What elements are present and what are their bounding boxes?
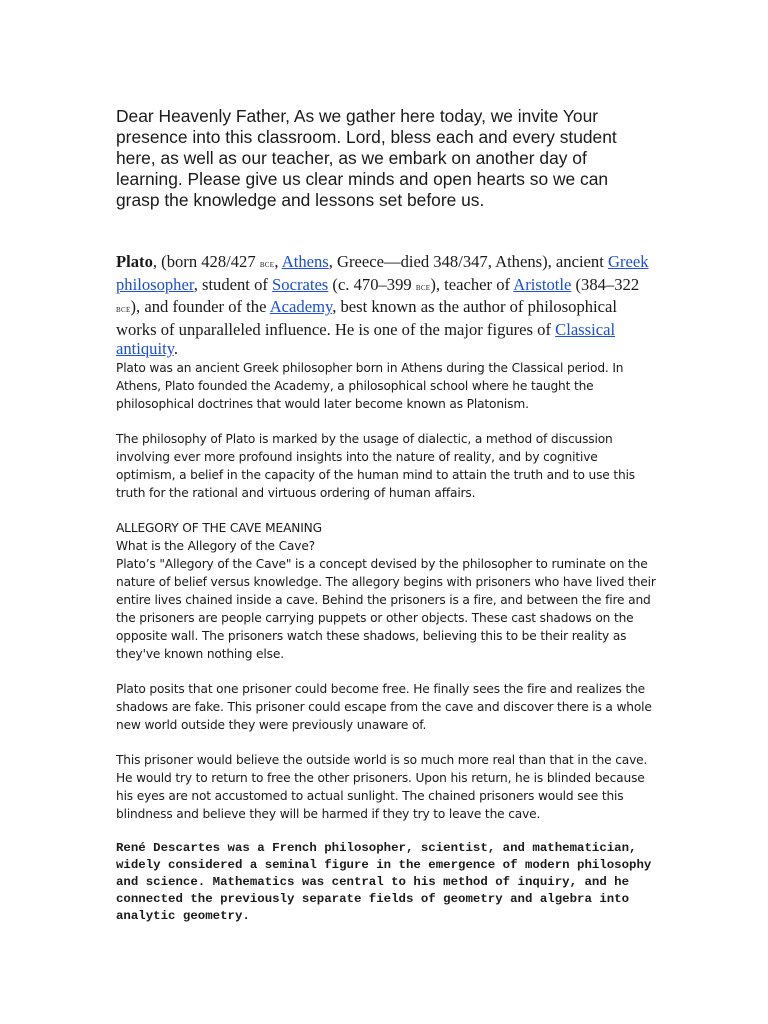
- link-greek[interactable]: Greek: [607, 252, 649, 271]
- philosophy-paragraph: The philosophy of Plato is marked by the usage of dialectic, a method of discussion involving ever more profound insights into the nature of reality, and by cognitive optimism, a belief in the capacity of the human mind to attain the truth and to use this truth for the rational and virtuous ordering of human affairs.: [116, 431, 636, 500]
- intro-text: ,: [274, 252, 282, 271]
- intro-text: ), teacher of: [430, 274, 514, 294]
- intro-text: (384–322: [571, 274, 640, 294]
- allegory-heading: ALLEGORY OF THE CAVE MEANING: [116, 520, 322, 535]
- allegory-question: What is the Allegory of the Cave?: [116, 538, 315, 553]
- link-academy[interactable]: Academy: [269, 297, 333, 316]
- intro-text: ), and founder of the: [130, 297, 270, 316]
- link-philosopher[interactable]: philosopher: [116, 274, 194, 294]
- intro-text: , student of: [193, 274, 273, 294]
- intro-text: , Greece—died 348/347, Athens), ancient: [328, 252, 608, 271]
- prayer-paragraph: Dear Heavenly Father, As we gather here today, we invite Your presence into this classroom. Lord, bless each and every student here, as well as our teacher, as we embark on another day of learning. Please give us clear minds and open hearts so we can grasp the knowledge and lessons set before us.: [116, 106, 617, 210]
- link-classical-antiquity[interactable]: Classical antiquity: [116, 319, 616, 358]
- link-socrates[interactable]: Socrates: [272, 274, 329, 294]
- link-athens[interactable]: Athens: [281, 252, 329, 271]
- link-aristotle[interactable]: Aristotle: [513, 274, 572, 294]
- plato-name: Plato: [116, 252, 153, 271]
- intro-text: .: [173, 339, 179, 358]
- era-label: bce: [259, 259, 275, 270]
- era-label: bce: [116, 304, 131, 315]
- prisoner-free-paragraph: Plato posits that one prisoner could become free. He finally sees the fire and realizes the shadows are fake. This prisoner could escape from the cave and discover there is a whole new world outside they were previously unaware of.: [116, 681, 652, 732]
- allegory-paragraph: Plato’s "Allegory of the Cave" is a concept devised by the philosopher to ruminate on the nature of belief versus knowledge. The allegory begins with prisoners who have lived their entire lives chained inside a cave. Behind the prisoners is a fire, and between the fire and the prisoners are people carrying puppets or other objects. These cast shadows on the opposite wall. The prisoners watch these shadows, believing this to be their reality as they've known nothing else.: [116, 556, 656, 661]
- intro-text: , best known as the author of philosophical works of unparalleled influence. He is one of the major figures of: [116, 297, 618, 339]
- plato-intro-paragraph: [116, 252, 656, 359]
- intro-text: , (born 428/427: [152, 252, 260, 271]
- descartes-paragraph: René Descartes was a French philosopher, scientist, and mathematician, widely considered a seminal figure in the emergence of modern philosophy and science. Mathematics was central to his method of inquiry, and he connected the previously separate fields of geometry and algebra into analytic geometry.: [116, 840, 652, 923]
- era-label: bce: [415, 281, 431, 293]
- plato-summary-paragraph: Plato was an ancient Greek philosopher born in Athens during the Classical period. In Athens, Plato founded the Academy, a philosophical school where he taught the philosophical doctrines that would later become known as Platonism.: [116, 360, 624, 411]
- document-content: [116, 106, 656, 925]
- prisoner-return-paragraph: This prisoner would believe the outside world is so much more real than that in the cave. He would try to return to free the other prisoners. Upon his return, he is blinded because his eyes are not accustomed to actual sunlight. The chained prisoners would see this blindness and believe they will be harmed if they try to leave the cave.: [116, 752, 648, 821]
- intro-text: (c. 470–399: [328, 274, 416, 294]
